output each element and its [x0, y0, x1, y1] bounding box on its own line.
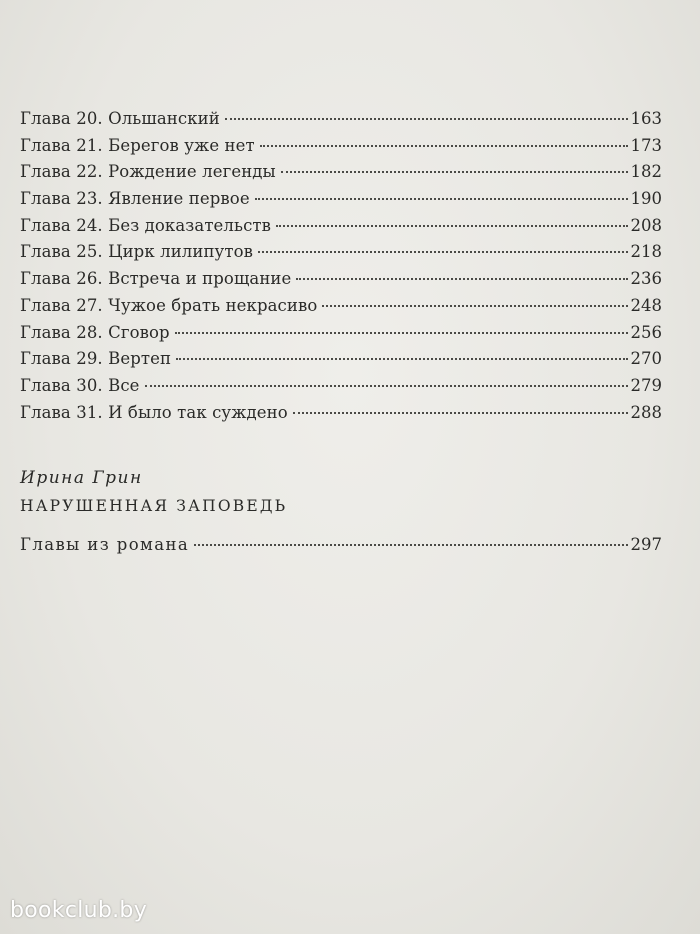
toc-entry-title: Глава 24. Без доказательств [20, 215, 272, 235]
second-work-toc [20, 532, 662, 559]
toc-entry-page: 279 [630, 375, 662, 395]
book-title: НАРУШЕННАЯ ЗАПОВЕДЬ [20, 497, 288, 515]
toc-entry-title: Глава 22. Рождение легенды [20, 162, 276, 182]
dot-leader [260, 145, 628, 147]
dot-leader [194, 544, 627, 546]
dot-leader [293, 412, 628, 414]
toc-entry-page: 297 [630, 535, 662, 554]
toc-entry-page: 270 [630, 349, 662, 369]
dot-leader [145, 385, 628, 387]
toc-entry [20, 213, 662, 240]
dot-leader [176, 358, 627, 360]
toc-entry [20, 159, 662, 186]
toc-entry [20, 106, 662, 133]
toc-entry-title: Глава 30. Все [20, 375, 140, 395]
toc-entry [20, 373, 662, 400]
toc-entry-title: Глава 26. Встреча и прощание [20, 269, 292, 289]
toc-entry-page: 236 [630, 269, 662, 289]
toc-entry [20, 133, 662, 160]
toc-entry-title: Глава 23. Явление первое [20, 189, 250, 209]
toc-entry-page: 248 [630, 295, 662, 315]
dot-leader [296, 278, 627, 280]
toc-entry-page: 163 [630, 109, 662, 128]
toc-entry [20, 239, 662, 266]
toc-entry-title: Глава 31. И было так суждено [20, 402, 288, 422]
toc-entry [20, 320, 662, 347]
toc-entry-title: Глава 25. Цирк лилипутов [20, 242, 254, 262]
table-of-contents [20, 106, 662, 426]
dot-leader [322, 305, 627, 307]
dot-leader [255, 198, 628, 200]
toc-entry [20, 400, 662, 427]
toc-entry-page: 182 [630, 162, 662, 182]
toc-entry-title: Глава 28. Сговор [20, 322, 170, 342]
toc-entry-title: Глава 20. Ольшанский [20, 109, 220, 128]
toc-entry-page: 288 [630, 402, 662, 422]
toc-entry-page: 256 [630, 322, 662, 342]
toc-entry-page: 218 [630, 242, 662, 262]
toc-entry-title: Глава 29. Вертеп [20, 349, 172, 369]
toc-entry [20, 346, 662, 373]
toc-entry [20, 266, 662, 293]
dot-leader [175, 332, 628, 334]
toc-entry-title: Глава 27. Чужое брать некрасиво [20, 295, 318, 315]
toc-entry-page: 190 [630, 189, 662, 209]
dot-leader [281, 171, 628, 173]
toc-entry-title: Главы из романа [20, 535, 190, 554]
toc-entry-page: 208 [630, 215, 662, 235]
dot-leader [276, 225, 627, 227]
dot-leader [258, 251, 627, 253]
watermark-text: bookclub.by [10, 898, 148, 923]
toc-entry-title: Глава 21. Берегов уже нет [20, 135, 255, 155]
toc-entry [20, 532, 662, 559]
toc-entry [20, 293, 662, 320]
author-name: Ирина Грин [20, 468, 143, 488]
toc-entry-page: 173 [630, 135, 662, 155]
dot-leader [225, 118, 628, 120]
toc-entry [20, 186, 662, 213]
